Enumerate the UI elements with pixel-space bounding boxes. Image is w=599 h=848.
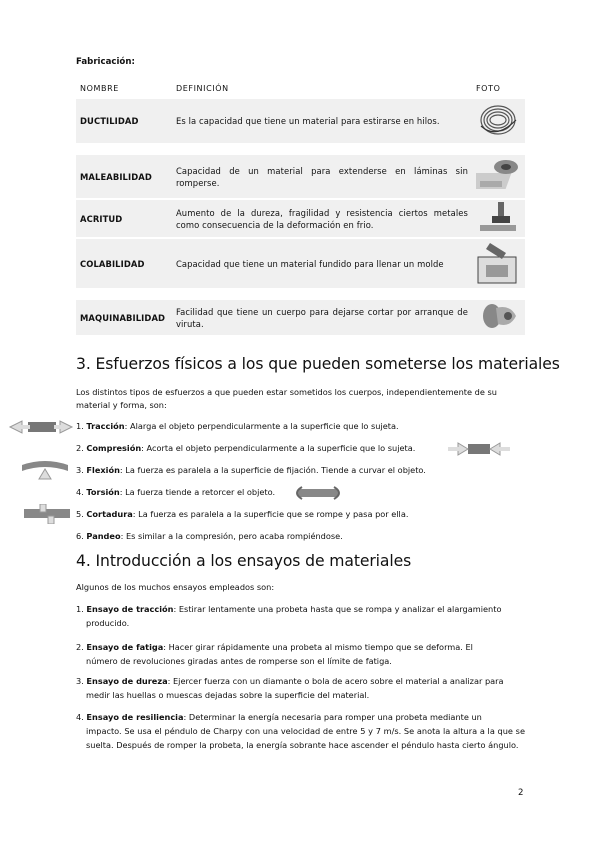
property-definition: Es la capacidad que tiene un material para estirarse en hilos. [172,98,472,143]
traction-icon [8,419,74,435]
property-definition: Capacidad de un material para extenderse en láminas sin romperse. [172,154,472,199]
stress-item-2: 2. Compresión: Acorta el objeto perpendicularmente a la superficie que lo sujeta. [76,443,416,453]
sheet-roll-icon [472,154,525,199]
property-name: DUCTILIDAD [76,98,172,143]
test-item-4: 4. Ensayo de resiliencia: Determinar la energía necesaria para romper una probeta mediante un impacto. Se usa el péndulo de Charpy con una velocidad de entre 5 y 7 m/s. Se anota la altura a la que se suelta. Después de romper la probeta, la energía sobrante hace ascender el péndulo hasta cierto ángulo. [76,712,525,750]
test-item-1: 1. Ensayo de tracción: Estirar lentamente una probeta hasta que se rompa y analizar el alargamiento producido. [76,604,502,628]
section-3-intro: Los distintos tipos de esfuerzos a que pueden estar sometidos los cuerpos, independientemente de su material y forma, son: [76,387,497,410]
torsion-icon [294,486,346,500]
hammer-anvil-icon [472,199,525,238]
stress-item-3: 3. Flexión: La fuerza es paralela a la superficie de fijación. Tiende a curvar el objeto. [76,465,426,475]
cutting-icon [20,504,74,524]
table-row [76,154,525,199]
table-row [76,299,525,335]
stress-item-4: 4. Torsión: La fuerza tiende a retorcer el objeto. [76,487,276,497]
section-4-title: 4. Introducción a los ensayos de materiales [76,552,412,570]
casting-icon [472,238,525,288]
property-definition: Aumento de la dureza, fragilidad y resistencia ciertos metales como consecuencia de la deformación en frio. [172,199,472,238]
table-row [76,98,525,143]
property-name: MAQUINABILIDAD [76,299,172,335]
table-row [76,199,525,238]
table-header [76,78,525,98]
compression-icon [446,441,512,457]
table-row [76,238,525,288]
property-definition: Capacidad que tiene un material fundido para llenar un molde [172,238,472,288]
property-name: COLABILIDAD [76,238,172,288]
machining-icon [472,299,525,335]
property-name: MALEABILIDAD [76,154,172,199]
test-item-2: 2. Ensayo de fatiga: Hacer girar rápidamente una probeta al mismo tiempo que se deforma. El número de revoluciones giradas antes de romperse son el límite de fatiga. [76,642,473,666]
property-name: ACRITUD [76,199,172,238]
test-item-3: 3. Ensayo de dureza: Ejercer fuerza con un diamante o bola de acero sobre el material a analizar para medir las huellas o muescas dejadas sobre la superficie del material. [76,676,504,700]
section-4-intro: Algunos de los muchos ensayos empleados son: [76,582,275,592]
properties-table [76,78,525,335]
stress-item-5: 5. Cortadura: La fuerza es paralela a la superficie que se rompe y pasa por ella. [76,509,409,519]
header-name: NOMBRE [76,78,172,98]
fabrication-heading: Fabricación: [76,57,135,67]
section-3-title: 3. Esfuerzos físicos a los que pueden someterse los materiales [76,355,560,373]
page-number: 2 [518,788,524,798]
stress-item-1: 1. Tracción: Alarga el objeto perpendicularmente a la superficie que lo sujeta. [76,421,399,431]
wire-coil-icon [472,98,525,143]
header-definition: DEFINICIÓN [172,78,472,98]
header-photo: FOTO [472,78,525,98]
property-definition: Facilidad que tiene un cuerpo para dejarse cortar por arranque de viruta. [172,299,472,335]
stress-item-6: 6. Pandeo: Es similar a la compresión, pero acaba rompiéndose. [76,531,343,541]
flexion-icon [20,459,70,481]
